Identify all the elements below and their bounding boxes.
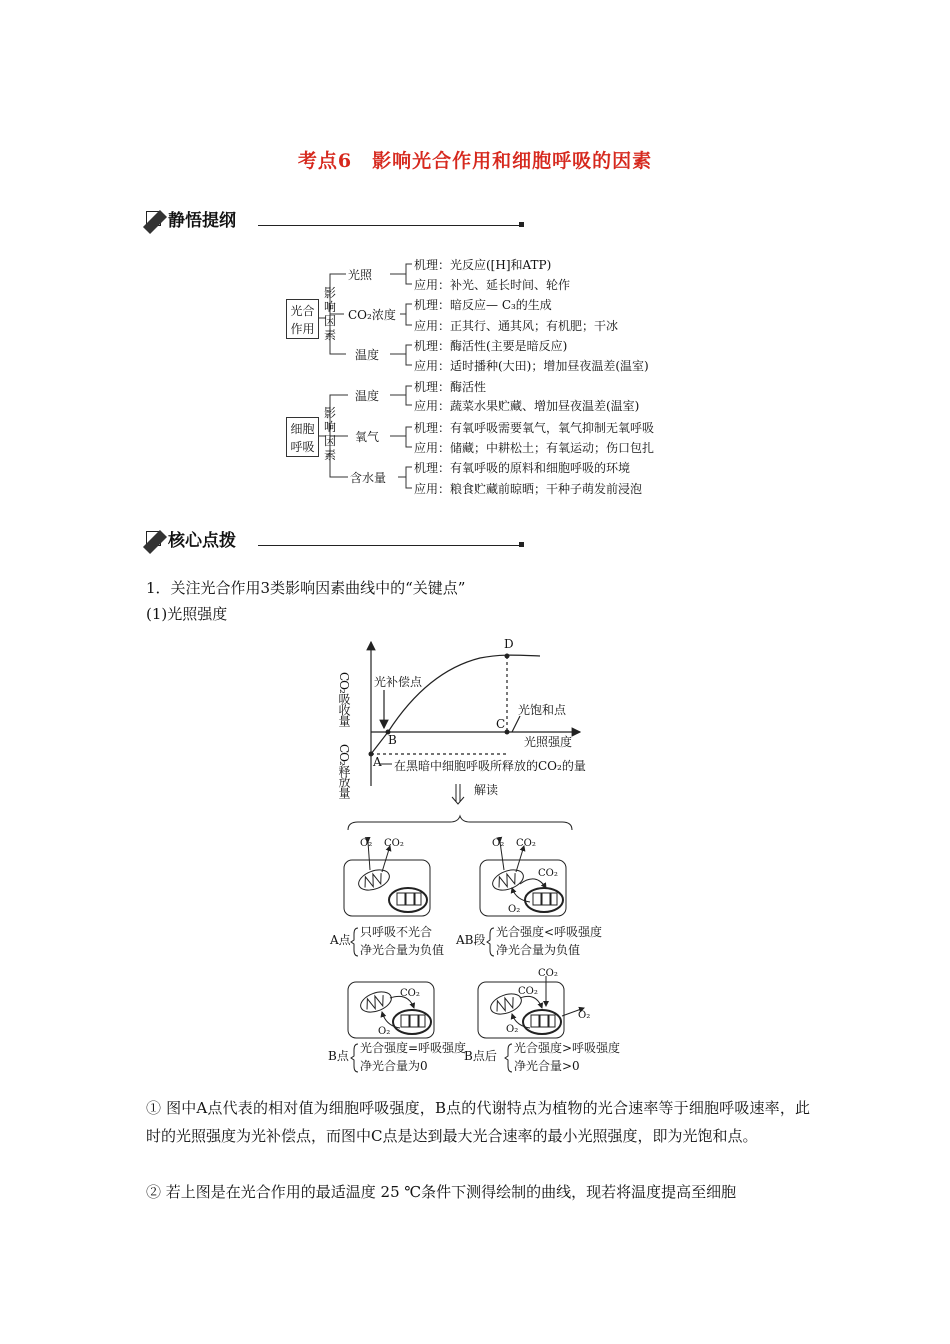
cell-diagrams <box>328 832 630 1084</box>
point-a: A <box>373 755 382 769</box>
point-heading: 1．关注光合作用3类影响因素曲线中的“关键点” <box>146 579 466 597</box>
factor-light: 光照 <box>348 268 373 282</box>
interpretation-brace <box>346 814 576 834</box>
panel-a-label: A点 <box>330 933 351 947</box>
panel-ab-line1: 光合强度<呼吸强度 <box>496 925 603 939</box>
factor-mechanism: 机理：光反应([H]和ATP) <box>414 258 552 272</box>
factor-application: 应用：适时播种(大田)；增加昼夜温差(温室) <box>414 359 649 373</box>
co2-label: CO₂ <box>538 868 558 879</box>
factor-mechanism: 机理：酶活性 <box>414 380 487 394</box>
outline-influence-label: 影响因素 <box>323 286 336 342</box>
saturation-label: 光饱和点 <box>518 703 567 717</box>
graph-x-label: 光照强度 <box>524 735 573 749</box>
light-intensity-graph <box>337 636 610 804</box>
section-header-key-points <box>146 528 236 551</box>
section-label: 静悟提纲 <box>168 210 236 231</box>
factor-application: 应用：粮食贮藏前晾晒；干种子萌发前浸泡 <box>414 482 643 496</box>
factor-application: 应用：正其行、通其风；有机肥；干冰 <box>414 319 619 333</box>
factor-application: 应用：补光、延长时间、轮作 <box>414 278 571 292</box>
factor-application: 应用：蔬菜水果贮藏、增加昼夜温差(温室) <box>414 399 640 413</box>
panel-b-line1: 光合强度=呼吸强度 <box>360 1041 467 1055</box>
panel-after-b-line2: 净光合量>0 <box>514 1059 580 1073</box>
point-b: B <box>388 733 397 747</box>
co2-label: CO₂ <box>516 838 536 849</box>
compensation-label: 光补偿点 <box>374 675 423 689</box>
point-d: D <box>504 637 514 651</box>
factor-co2: CO₂浓度 <box>348 308 396 322</box>
factor-mechanism: 机理：暗反应— C₃的生成 <box>414 298 552 312</box>
panel-after-b-line1: 光合强度>呼吸强度 <box>514 1041 621 1055</box>
point-c: C <box>496 717 506 731</box>
graph-y-bottom-label: CO₂释放量 <box>337 744 351 798</box>
outline-influence-label: 影响因素 <box>323 406 336 462</box>
factor-mechanism: 机理：有氧呼吸的原料和细胞呼吸的环境 <box>414 461 631 475</box>
graph-y-top-label: CO₂吸收量 <box>337 672 351 726</box>
section-rule-end <box>519 542 524 547</box>
o2-label: O₂ <box>378 1026 391 1037</box>
panel-ab-line2: 净光合量为负值 <box>496 943 581 957</box>
dark-respiration-note: 在黑暗中细胞呼吸所释放的CO₂的量 <box>394 759 586 773</box>
factor-mechanism: 机理：有氧呼吸需要氧气，氧气抑制无氧呼吸 <box>414 421 655 435</box>
o2-label: O₂ <box>506 1024 519 1035</box>
sub-heading: (1)光照强度 <box>146 605 228 623</box>
panel-a-line2: 净光合量为负值 <box>360 943 445 957</box>
factor-water-content: 含水量 <box>350 471 387 485</box>
section-marker-icon <box>146 531 161 546</box>
panel-b-label: B点 <box>328 1049 349 1063</box>
co2-label: CO₂ <box>538 968 558 979</box>
o2-label: O₂ <box>508 904 521 915</box>
o2-label: O₂ <box>578 1010 591 1021</box>
explanation-paragraph-2: ② 若上图是在光合作用的最适温度 25 ℃条件下测得绘制的曲线，现若将温度提高至细胞 <box>146 1183 737 1201</box>
factor-mechanism: 机理：酶活性(主要是暗反应) <box>414 339 568 353</box>
page-title: 考点6 影响光合作用和细胞呼吸的因素 <box>297 150 653 172</box>
co2-label: CO₂ <box>518 986 538 997</box>
section-label: 核心点拨 <box>168 530 236 551</box>
panel-a-line1: 只呼吸不光合 <box>360 925 433 939</box>
factor-application: 应用：储藏；中耕松土；有氧运动；伤口包扎 <box>414 441 655 455</box>
interpret-label: 解读 <box>474 783 499 797</box>
outline-root-respiration: 细胞呼吸 <box>286 417 319 457</box>
co2-label: CO₂ <box>400 988 420 999</box>
o2-label: O₂ <box>360 838 373 849</box>
o2-label: O₂ <box>492 838 505 849</box>
panel-ab-label: AB段 <box>456 933 486 947</box>
factor-temperature: 温度 <box>355 389 380 403</box>
co2-label: CO₂ <box>384 838 404 849</box>
panel-b-line2: 净光合量为0 <box>360 1059 428 1073</box>
outline-root-photosynthesis: 光合作用 <box>286 299 319 339</box>
section-rule <box>258 545 520 546</box>
panel-after-b-label: B点后 <box>464 1049 497 1063</box>
factor-temperature: 温度 <box>355 348 380 362</box>
factor-oxygen: 氧气 <box>355 430 380 444</box>
explanation-paragraph-1: ① 图中A点代表的相对值为细胞呼吸强度，B点的代谢特点为植物的光合速率等于细胞呼吸速率，此时的光照强度为光补偿点，而图中C点是达到最大光合速率的最小光照强度，即为光饱和点。 <box>146 1099 810 1145</box>
